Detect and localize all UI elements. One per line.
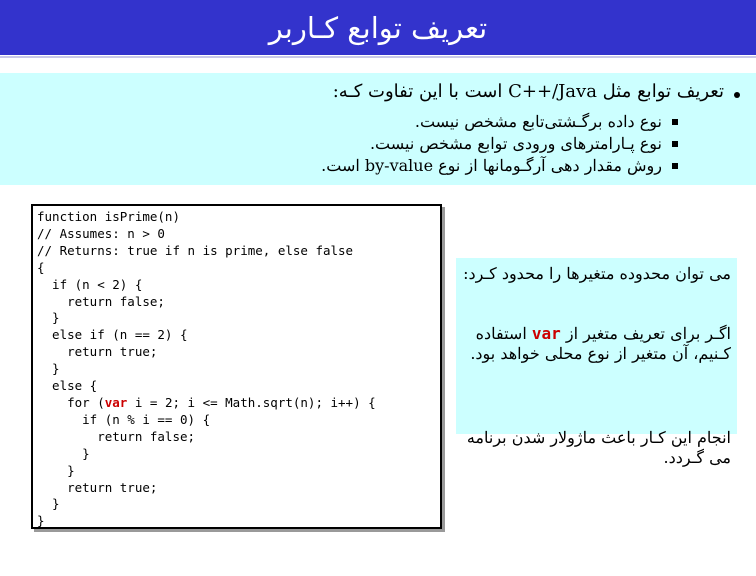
code-line: else if (n == 2) { <box>37 327 188 343</box>
title-bar <box>0 0 756 55</box>
title-divider <box>0 56 756 58</box>
code-line: // Assumes: n > 0 <box>37 225 165 241</box>
code-line: return true; <box>37 344 158 360</box>
code-box <box>31 204 442 529</box>
note-scope: می توان محدوده متغیرها را محدود کـرد: <box>463 264 731 283</box>
code-line: else { <box>37 378 98 394</box>
intro-bullet-text: نوع داده برگـشتی‌تابع مشخص نیست. <box>414 112 662 131</box>
code-line: return false; <box>37 428 196 444</box>
note-var-after: استفاده کـنیم، آن متغیر از نوع محلی خواهد بود. <box>470 324 731 363</box>
code-keyword-var: var <box>104 394 128 410</box>
code-line: } <box>37 445 90 461</box>
code-line: { <box>37 259 45 275</box>
code-line: } <box>37 361 60 377</box>
var-keyword: var <box>531 324 561 343</box>
intro-box <box>0 73 756 185</box>
code-line: return true; <box>37 479 158 495</box>
intro-bullet-item <box>321 111 678 133</box>
note-modular: انجام این کـار باعث ماژولار شدن برنامه می گـردد. <box>466 428 731 467</box>
square-bullet-icon <box>672 141 678 147</box>
code-line: if (n % i == 0) { <box>37 411 211 427</box>
note-var-before: اگـر برای تعریف متغیر از <box>560 324 731 343</box>
code-line: } <box>37 462 75 478</box>
code-line: if (n < 2) { <box>37 276 143 292</box>
intro-bullet-text: نوع پـارامترهای ورودی توابع مشخص نیست. <box>369 134 662 153</box>
bullet-dot-icon <box>734 92 740 98</box>
code-line: } <box>37 310 60 326</box>
square-bullet-icon <box>672 119 678 125</box>
code-line: for (var i = 2; i <= Math.sqrt(n); i++) { <box>37 394 376 410</box>
code-line: // Returns: true if n is prime, else false <box>37 242 354 258</box>
intro-bullet-text: روش مقدار دهی آرگـومانها از نوع by-value است. <box>321 156 662 175</box>
code-line: return false; <box>37 293 165 309</box>
code-line: function isPrime(n) <box>37 209 180 224</box>
square-bullet-icon <box>672 163 678 169</box>
intro-bullet-item <box>321 133 678 155</box>
code-line: } <box>37 513 45 529</box>
code-block <box>33 206 440 530</box>
intro-bullet-item <box>321 155 678 177</box>
note-var <box>456 324 731 364</box>
intro-main-text: تعریف توابع مثل C++/Java است با این تفاوت کـه: <box>332 81 724 102</box>
code-line: } <box>37 496 60 512</box>
slide-title: تعریف توابع کـاربر <box>268 10 488 45</box>
intro-bullet-list <box>321 111 678 177</box>
